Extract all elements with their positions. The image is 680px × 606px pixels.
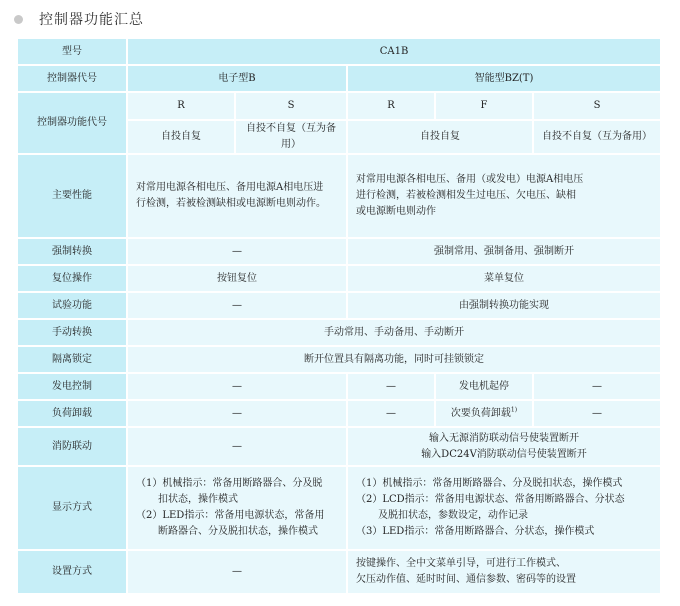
row-fire-linkage	[17, 427, 661, 466]
desc-intelligent-s: 自投不自复（互为备用）	[533, 120, 661, 154]
row-main-performance	[17, 154, 661, 238]
load-shedding-label: 负荷卸载	[17, 400, 127, 427]
text-line: （3）LED指示：常备用断路器合、分状态，操作模式	[356, 526, 595, 537]
text-line: 欠压动作值、延时时间、通信参数、密码等的设置	[356, 574, 576, 585]
reset-label: 复位操作	[17, 265, 127, 292]
fire-linkage-electronic: —	[127, 427, 347, 466]
test-label: 试验功能	[17, 292, 127, 319]
function-code-label: 控制器功能代号	[17, 92, 127, 154]
generator-control-intelligent-r: —	[347, 373, 435, 400]
row-settings	[17, 550, 661, 594]
settings-label: 设置方式	[17, 550, 127, 594]
row-function-codes	[17, 92, 661, 120]
row-reset	[17, 265, 661, 292]
fire-linkage-intelligent	[347, 427, 661, 466]
load-shedding-intelligent-f	[435, 400, 533, 427]
load-shedding-text: 次要负荷卸载	[450, 407, 511, 419]
forced-switch-intelligent: 强制常用、强制备用、强制断开	[347, 238, 661, 265]
desc-electronic-r: 自投自复	[127, 120, 235, 154]
isolation-lock-label: 隔离锁定	[17, 346, 127, 373]
row-display	[17, 466, 661, 550]
text-line: 进行检测，若被检测相发生过电压、欠电压、缺相	[356, 190, 576, 201]
manual-switch-label: 手动转换	[17, 319, 127, 346]
row-load-shedding	[17, 400, 661, 427]
text-line: （1）机械指示：常备用断路器合、分及脱	[136, 478, 323, 489]
reset-electronic: 按钮复位	[127, 265, 347, 292]
model-label: 型号	[17, 38, 127, 65]
text-line: 行检测，若被检测缺相或电源断电则动作。	[136, 198, 326, 209]
text-line: 对常用电源各相电压、备用（或发电）电源A相电压	[356, 174, 584, 185]
code-intelligent-r: R	[347, 92, 435, 120]
text-line: 按键操作、全中文菜单引导，可进行工作模式、	[356, 558, 566, 569]
bullet-icon	[14, 15, 23, 24]
desc-intelligent-rf: 自投自复	[347, 120, 533, 154]
text-line: 扣状态，操作模式	[158, 494, 238, 505]
display-label: 显示方式	[17, 466, 127, 550]
row-controller-code	[17, 65, 661, 92]
generator-control-label: 发电控制	[17, 373, 127, 400]
row-isolation-lock	[17, 346, 661, 373]
desc-electronic-s: 自投不自复（互为备用）	[235, 120, 347, 154]
row-manual-switch	[17, 319, 661, 346]
load-shedding-intelligent-r: —	[347, 400, 435, 427]
forced-switch-electronic: —	[127, 238, 347, 265]
test-intelligent: 由强制转换功能实现	[347, 292, 661, 319]
row-test	[17, 292, 661, 319]
display-electronic	[127, 466, 347, 550]
generator-control-intelligent-s: —	[533, 373, 661, 400]
heading-text: 控制器功能汇总	[39, 12, 144, 28]
text-line: 断路器合、分及脱扣状态，操作模式	[158, 526, 318, 537]
generator-control-electronic: —	[127, 373, 347, 400]
forced-switch-label: 强制转换	[17, 238, 127, 265]
row-generator-control	[17, 373, 661, 400]
text-line: 对常用电源各相电压、备用电源A相电压进	[136, 182, 324, 193]
row-model	[17, 38, 661, 65]
main-performance-electronic	[127, 154, 347, 238]
code-intelligent-s: S	[533, 92, 661, 120]
reset-intelligent: 菜单复位	[347, 265, 661, 292]
text-line: （2）LCD指示：常备用电源状态、常备用断路器合、分状态	[356, 494, 625, 505]
electronic-type: 电子型B	[127, 65, 347, 92]
text-line: 或电源断电则动作	[356, 206, 436, 217]
settings-electronic: —	[127, 550, 347, 594]
manual-switch-value: 手动常用、手动备用、手动断开	[127, 319, 661, 346]
text-line: 输入DC24V消防联动信号使装置断开	[421, 448, 587, 460]
load-shedding-intelligent-s: —	[533, 400, 661, 427]
section-heading	[14, 8, 144, 30]
load-shedding-electronic: —	[127, 400, 347, 427]
display-intelligent	[347, 466, 661, 550]
controller-function-table	[16, 37, 662, 595]
intelligent-type: 智能型BZ(T)	[347, 65, 661, 92]
text-line: （1）机械指示：常备用断路器合、分及脱扣状态，操作模式	[356, 478, 623, 489]
text-line: 输入无源消防联动信号使装置断开	[429, 432, 579, 444]
text-line: 及脱扣状态，参数设定，动作记录	[378, 510, 528, 521]
row-forced-switch	[17, 238, 661, 265]
code-intelligent-f: F	[435, 92, 533, 120]
main-performance-intelligent	[347, 154, 661, 238]
test-electronic: —	[127, 292, 347, 319]
controller-code-label: 控制器代号	[17, 65, 127, 92]
generator-control-intelligent-f: 发电机起停	[435, 373, 533, 400]
code-electronic-s: S	[235, 92, 347, 120]
footnote-mark: 1)	[510, 406, 518, 414]
fire-linkage-label: 消防联动	[17, 427, 127, 466]
code-electronic-r: R	[127, 92, 235, 120]
settings-intelligent	[347, 550, 661, 594]
main-performance-label: 主要性能	[17, 154, 127, 238]
text-line: （2）LED指示：常备用电源状态，常备用	[136, 510, 325, 521]
isolation-lock-value: 断开位置具有隔离功能，同时可挂锁锁定	[127, 346, 661, 373]
model-value: CA1B	[127, 38, 661, 65]
